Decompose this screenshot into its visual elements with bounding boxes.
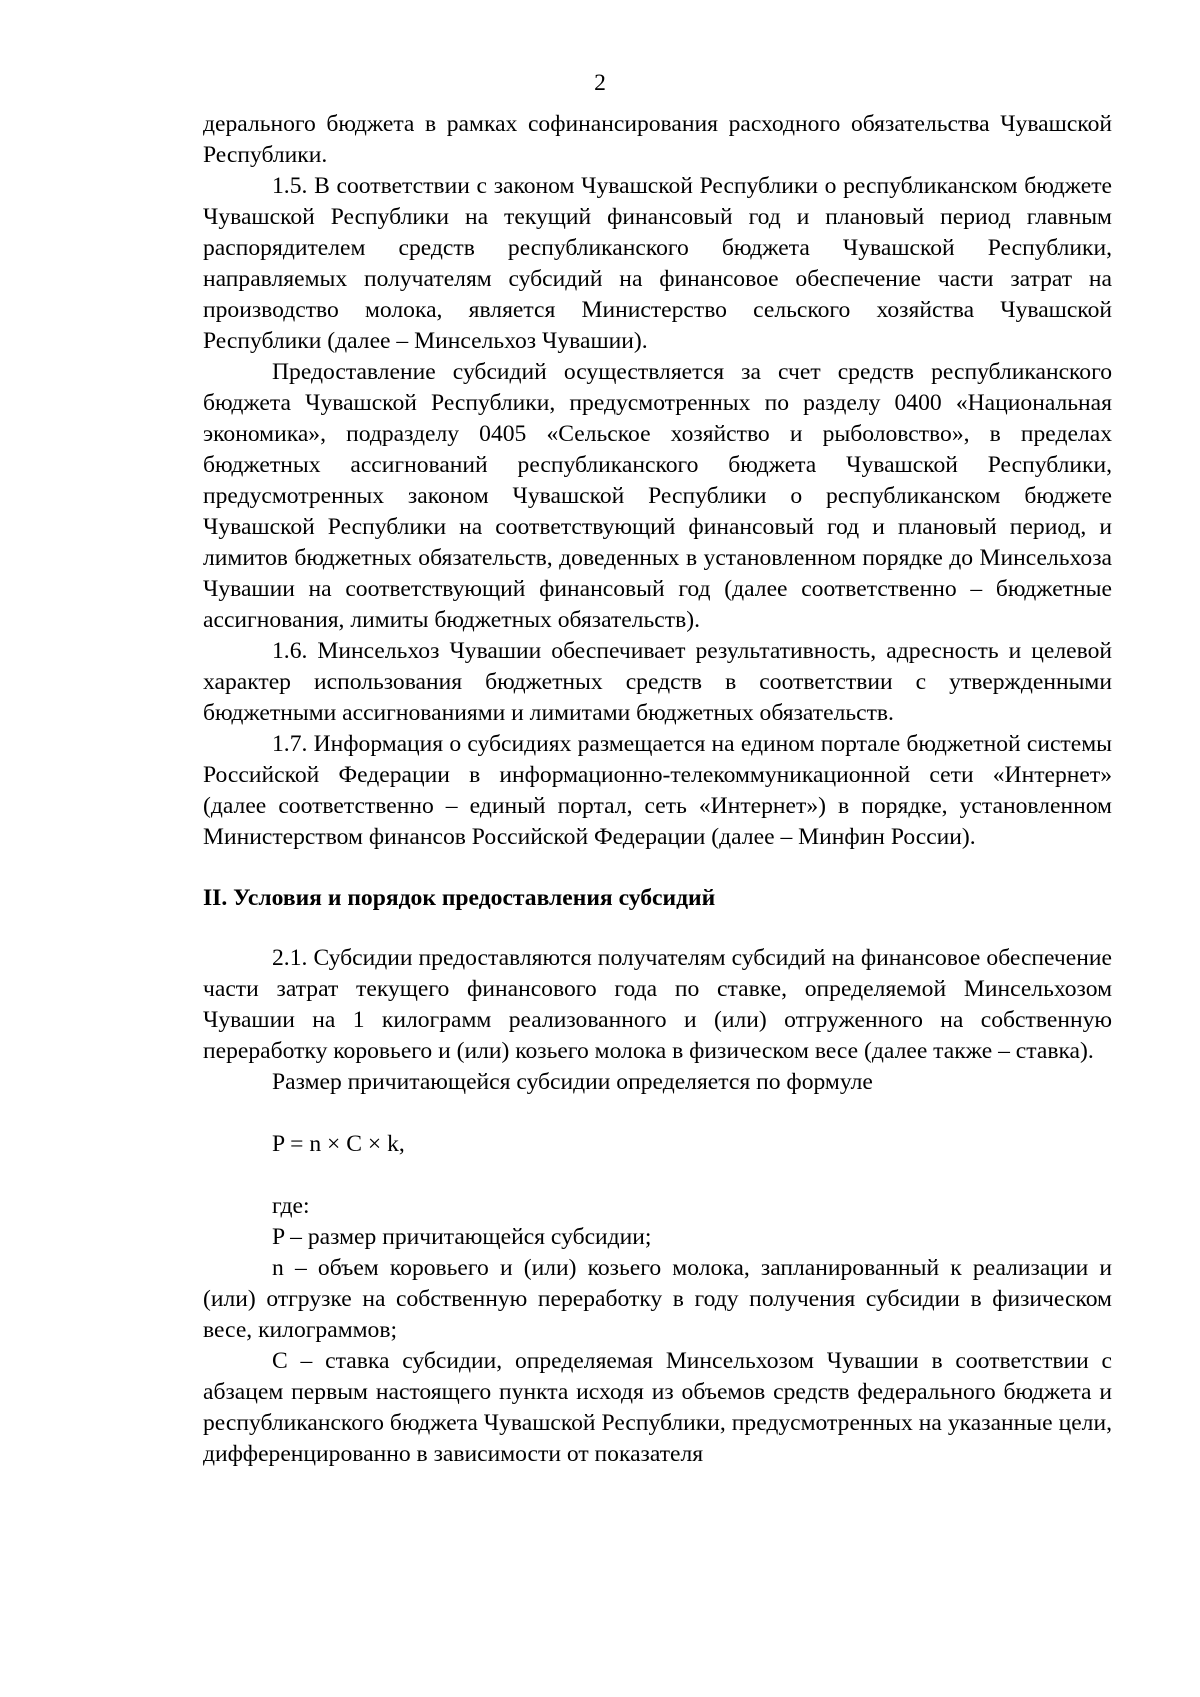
document-body	[203, 109, 1112, 1470]
paragraph-1-5: 1.5. В соответствии с законом Чувашской Республики о республиканском бюджете Чувашской Республики на текущий финансовый год и плановый период главным распорядителем средств республиканского бюджета Чувашской Республики, направляемых получателям субсидий на финансовое обеспечение части затрат на производство молока, является Министерство сельского хозяйства Чувашской Республики (далее – Минсельхоз Чувашии).	[203, 173, 1112, 354]
where-label: где:	[272, 1193, 310, 1219]
paragraph-2-1: 2.1. Субсидии предоставляются получателям субсидий на финансовое обеспечение части затрат текущего финансового года по ставке, определяемой Минсельхозом Чувашии на 1 килограмм реализованного и (или) отгруженного на собственную переработку коровьего и (или) козьего молока в физическом весе (далее также – ставка).	[203, 945, 1112, 1064]
paragraph-subsidy-provision: Предоставление субсидий осуществляется за счет средств республиканского бюджета Чувашской Республики, предусмотренных по разделу 0400 «Национальная экономика», подразделу 0405 «Сельское хозяйство и рыболовство», в пределах бюджетных ассигнований республиканского бюджета Чувашской Республики, предусмотренных законом Чувашской Республики о республиканском бюджете Чувашской Республики на соответствующий финансовый год и плановый период, и лимитов бюджетных обязательств, доведенных в установленном порядке до Минсельхоза Чувашии на соответствующий финансовый год (далее соответственно – бюджетные ассигнования, лимиты бюджетных обязательств).	[203, 359, 1112, 633]
definition-n: n – объем коровьего и (или) козьего молока, запланированный к реализации и (или) отгрузке на собственную переработку в году получения субсидии в физическом весе, килограммов;	[203, 1255, 1112, 1343]
definition-p: P – размер причитающейся субсидии;	[272, 1224, 652, 1250]
formula: P = n × C × k,	[272, 1131, 405, 1157]
paragraph-1-6: 1.6. Минсельхоз Чувашии обеспечивает результативность, адресность и целевой характер использования бюджетных средств в соответствии с утвержденными бюджетными ассигнованиями и лимитами бюджетных обязательств.	[203, 638, 1112, 726]
definition-c: C – ставка субсидии, определяемая Минсельхозом Чувашии в соответствии с абзацем первым настоящего пункта исходя из объемов средств федерального бюджета и республиканского бюджета Чувашской Республики, предусмотренных на указанные цели, дифференцированно в зависимости от показателя	[203, 1348, 1112, 1467]
paragraph-1-7: 1.7. Информация о субсидиях размещается на едином портале бюджетной системы Российской Федерации в информационно-телекоммуникационной сети «Интернет» (далее соответственно – единый портал, сеть «Интернет») в порядке, установленном Министерством финансов Российской Федерации (далее – Минфин России).	[203, 731, 1112, 850]
section-heading: II. Условия и порядок предоставления субсидий	[203, 885, 716, 911]
paragraph-continuation: дерального бюджета в рамках софинансирования расходного обязательства Чувашской Республики.	[203, 111, 1112, 168]
paragraph-subsidy-size: Размер причитающейся субсидии определяется по формуле	[272, 1069, 873, 1095]
page-number: 2	[594, 70, 606, 96]
